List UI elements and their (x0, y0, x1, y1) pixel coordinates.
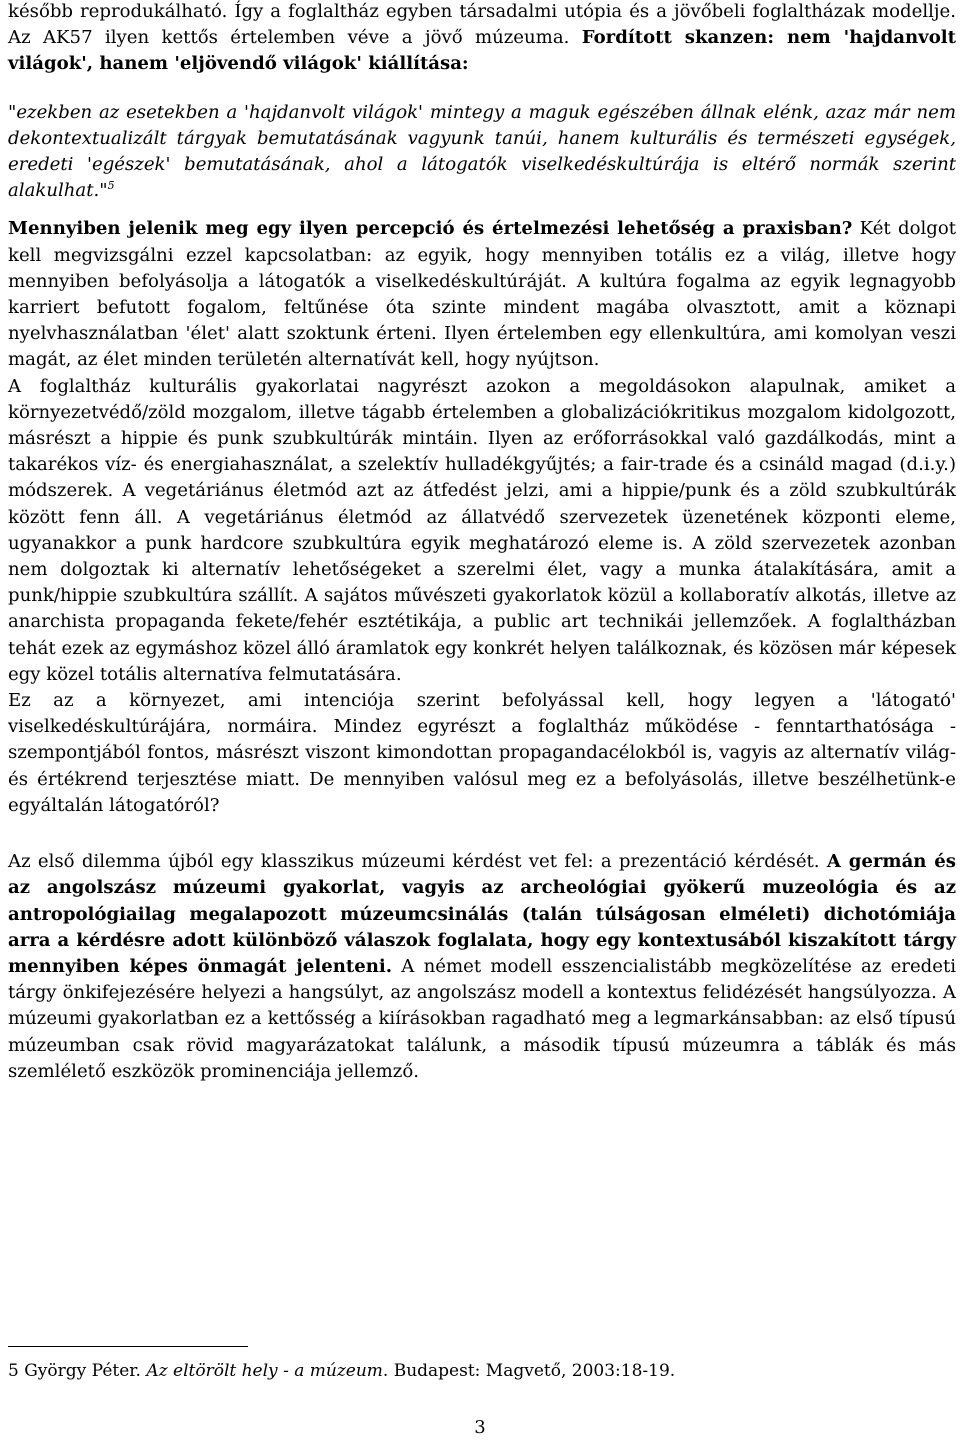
page-number: 3 (474, 1417, 486, 1438)
footnote-publication: . Budapest: Magvető, 2003:18-19. (382, 1361, 676, 1381)
footnote-number: 5 (8, 1361, 19, 1381)
footnote-divider (8, 1346, 248, 1347)
footnote-author: György Péter. (18, 1361, 147, 1381)
paragraph-5-text-end: A német modell esszencialistább megközelítése az eredeti tárgy önkifejezésére helyezi a hangsúlyt, az angolszász modell a kontextus felidézését hangsúlyozza. A múzeumi gyakorlatban ez a kettősség a kiírásokban ragadható meg a legmarkánsabban: az első típusú múzeumban csak rövid magyarázatokat találunk, a második típusú múzeumra a táblák és más szemlélető eszközök prominenciája jellemző. (8, 955, 957, 1082)
paragraph-2-text: Két dolgot kell megvizsgálni ezzel kapcsolatban: az egyik, hogy mennyiben totális ez a világ, illetve hogy mennyiben befolyásolja a látogatók a viselkedéskultúráját. A kultúra fogalma az egyik legnagyobb karriert befutott fogalom, feltűnése óta szinte mindent magába olvasztott, amit a köznapi nyelvhasználatban 'élet' alatt szoktunk érteni. Ilyen értelemben egy ellenkultúra, ami komolyan veszi magát, az élet minden területén alternatívát kell, hogy nyújtson. (8, 218, 957, 371)
paragraph-1-bold: Fordított skanzen: nem 'hajdanvolt világok', hanem 'eljövendő világok' kiállítása: (8, 27, 956, 75)
paragraph-2 (8, 216, 956, 373)
document-body (8, 0, 956, 1085)
paragraph-2-bold: Mennyiben jelenik meg egy ilyen percepció és értelmezési lehetőség a praxisban? (8, 218, 853, 240)
paragraph-1 (8, 0, 956, 78)
paragraph-5-bold: A germán és az angolszász múzeumi gyakorlat, vagyis az archeológiai gyökerű muzeológia és az antropológiailag megalapozott múzeumcsinálás (talán túlságosan elméleti) dichotómiája arra a kérdésre adott különböző válaszok foglalata, hogy egy kontextusából kiszakított tárgy mennyiben képes önmagát jelenteni. (8, 851, 956, 977)
block-quote (8, 100, 956, 205)
footnote-reference[interactable]: 5 (107, 179, 115, 193)
paragraph-5-text: Az első dilemma újból egy klasszikus múzeumi kérdést vet fel: a prezentáció kérdését. (8, 851, 827, 873)
footnote (8, 1359, 948, 1383)
paragraph-1-text: később reprodukálható. Így a foglaltház egyben társadalmi utópia és a jövőbeli foglaltházak modellje. Az AK57 ilyen kettős értelemben véve a jövő múzeuma. (8, 1, 956, 49)
paragraph-3: A foglaltház kulturális gyakorlatai nagyrészt azokon a megoldásokon alapulnak, amiket a környezetvédő/zöld mozgalom, illetve tágabb értelemben a globalizációkritikus mozgalom kidolgozott, másrészt a hippie és punk szubkultúrák mintáin. Ilyen az erőforrásokkal való gazdálkodás, mint a takarékos víz- és energiahasználat, a szelektív hulladékgyűjtés; a fair-trade és a csináld magad (d.i.y.) módszerek. A vegetáriánus életmód azt az átfedést jelzi, ami a hippie/punk és a zöld szubkultúrák között fenn áll. A vegetáriánus életmód az állatvédő szervezetek üzenetének központi eleme, ugyanakkor a punk hardcore szubkultúra egyik meghatározó eleme is. A zöld szervezetek azonban nem dolgoztak ki alternatív lehetőségeket a szerelmi élet, vagy a munka átalakítására, amit a punk/hippie szubkultúra szállít. A sajátos művészeti gyakorlatok közül a kollaboratív alkotás, illetve az anarchista propaganda fekete/fehér esztétikája, a public art technikái jellemzőek. A foglaltházban tehát ezek az egymáshoz közel álló áramlatok egy konkrét helyen találkoznak, és közösen már képesek egy közel totális alternatíva felmutatására. (8, 375, 956, 685)
footnote-title: Az eltörölt hely - a múzeum (146, 1361, 383, 1381)
block-quote-text: "ezekben az esetekben a 'hajdanvolt világok' mintegy a maguk egészében állnak elénk, azaz már nem dekontextualizált tárgyak bemutatásának vagyunk tanúi, hanem kulturális és természeti egységek, eredeti 'egészek' bemutatásának, ahol a látogatók viselkedéskultúrája is eltérő normák szerint alakulhat." (8, 101, 956, 202)
paragraph-5 (8, 849, 956, 1085)
paragraph-4: Ez az a környezet, ami intenciója szerint befolyással kell, hogy legyen a 'látogató' viselkedéskultúrájára, normáira. Mindez egyrészt a foglaltház működése - fenntarthatósága - szempontjából fontos, másrészt viszont kimondottan propagandacélokból is, vagyis az alternatív világ- és értékrend terjesztése miatt. De mennyiben valósul meg ez a befolyásolás, illetve beszélhetünk-e egyáltalán látogatóról? (8, 690, 956, 816)
